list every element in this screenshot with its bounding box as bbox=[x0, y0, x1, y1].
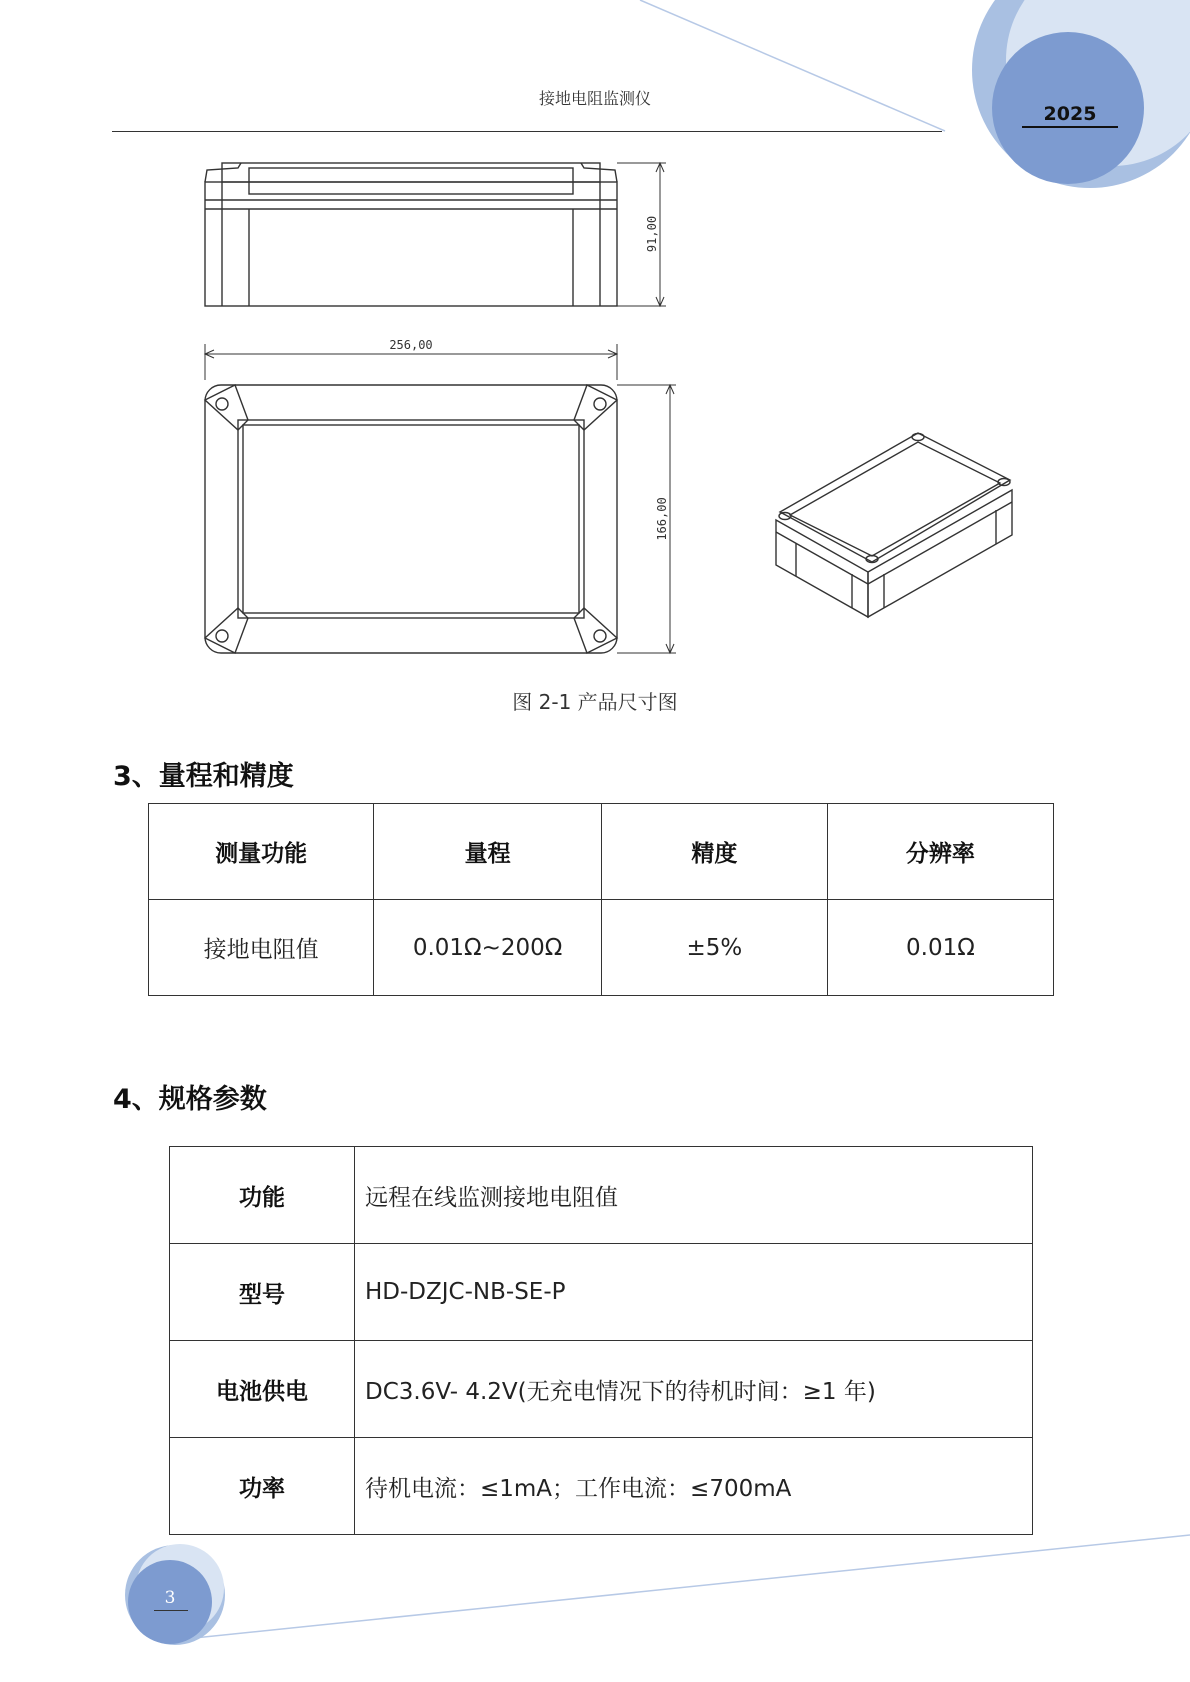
header-year: 2025 bbox=[1043, 103, 1097, 125]
table-row bbox=[149, 900, 1054, 996]
header-title: 接地电阻监测仪 bbox=[538, 89, 651, 108]
isometric-view bbox=[776, 433, 1012, 617]
page-number-underline bbox=[154, 1610, 188, 1611]
header-rule bbox=[112, 131, 942, 132]
specifications-table bbox=[169, 1146, 1033, 1535]
table-cell: 0.01Ω bbox=[827, 900, 1053, 996]
section-heading-range-accuracy: 3、量程和精度 bbox=[113, 761, 294, 792]
column-header: 分辨率 bbox=[827, 804, 1053, 900]
table-header-row bbox=[149, 804, 1054, 900]
top-height-label: 166,00 bbox=[655, 497, 669, 541]
column-header: 量程 bbox=[374, 804, 602, 900]
spec-value: 待机电流：≤1mA；工作电流：≤700mA bbox=[355, 1438, 1033, 1535]
section-heading-specifications: 4、规格参数 bbox=[113, 1084, 267, 1115]
top-view bbox=[205, 385, 617, 653]
column-header: 测量功能 bbox=[149, 804, 374, 900]
figure-caption: 图 2-1 产品尺寸图 bbox=[512, 690, 678, 714]
table-row bbox=[170, 1147, 1033, 1244]
spec-key: 功能 bbox=[170, 1147, 355, 1244]
spec-value: 远程在线监测接地电阻值 bbox=[355, 1147, 1033, 1244]
spec-key: 功率 bbox=[170, 1438, 355, 1535]
spec-key: 电池供电 bbox=[170, 1341, 355, 1438]
spec-value: DC3.6V- 4.2V(无充电情况下的待机时间：≥1 年) bbox=[355, 1341, 1033, 1438]
table-row bbox=[170, 1341, 1033, 1438]
product-dimension-drawing bbox=[0, 140, 1190, 670]
header-year-underline bbox=[1022, 126, 1118, 128]
table-cell: ±5% bbox=[601, 900, 827, 996]
table-cell: 接地电阻值 bbox=[149, 900, 374, 996]
width-label: 256,00 bbox=[389, 338, 433, 352]
column-header: 精度 bbox=[601, 804, 827, 900]
range-accuracy-table bbox=[148, 803, 1054, 996]
side-height-label: 91,00 bbox=[645, 215, 659, 253]
spec-value: HD-DZJC-NB-SE-P bbox=[355, 1244, 1033, 1341]
table-cell: 0.01Ω~200Ω bbox=[374, 900, 602, 996]
page-number: 3 bbox=[164, 1588, 176, 1608]
spec-key: 型号 bbox=[170, 1244, 355, 1341]
side-view bbox=[205, 163, 617, 306]
table-row bbox=[170, 1244, 1033, 1341]
